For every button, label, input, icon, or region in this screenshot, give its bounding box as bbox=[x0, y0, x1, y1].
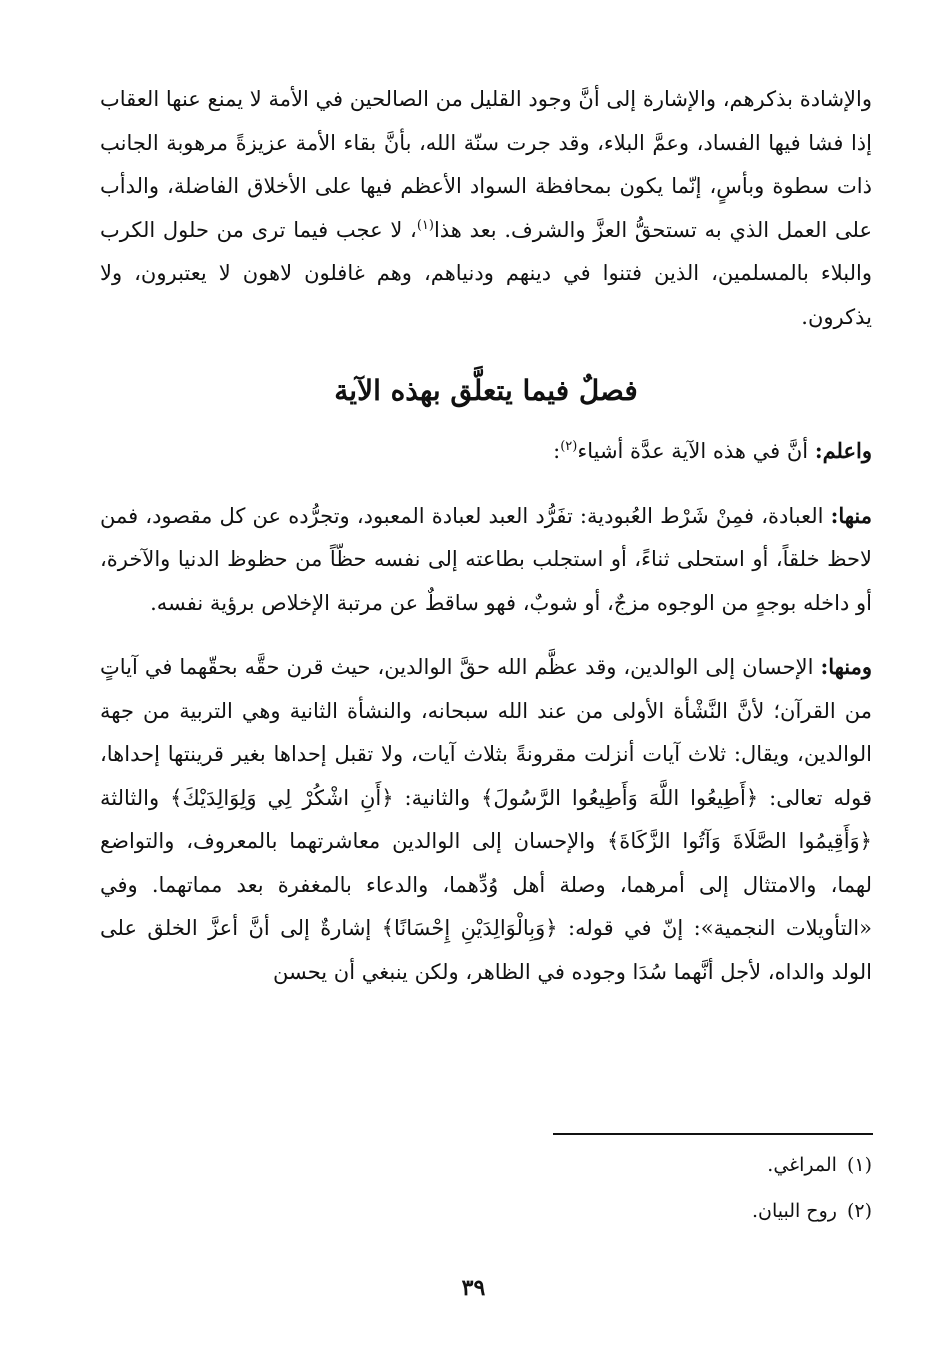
paragraph-continuation bbox=[100, 78, 872, 339]
point-1-lead: منها: bbox=[830, 502, 872, 528]
footnote-1-number: (١) bbox=[846, 1154, 872, 1176]
footnote-ref-1: (١) bbox=[416, 217, 434, 233]
paragraph-1-text: والإشادة بذكرهم، والإشارة إلى أنَّ وجود القليل من الصالحين في الأمة لا يمنع عنها العقاب إذا فشا فيها الفساد، وعمَّ البلاء، وقد جرت سنّة الله، بأنَّ بقاء الأمة عزيزةً مرهوبة الجانب ذات سطوة وبأسٍ، إنّما يكون بمحافظة السواد الأعظم فيها على الأخلاق الفاضلة، والدأب على العمل الذي به تستحقُّ العزَّ والشرف. بعد هذا bbox=[100, 87, 872, 242]
point-1-text: العبادة، فمِنْ شَرْط العُبودية: تفَرُّد العبد لعبادة المعبود، وتجرُّده عن كل مقصود، فمن لاحظ خلقاً، أو استحلى ثناءً، أو استجلب بطاعته إلى نفسه حظّاً من حظوظ الدنيا والآخرة، أو داخله بوجهٍ من الوجوه مزجٌ، أو شوبٌ، فهو ساقطٌ عن مرتبة الإخلاص برؤية نفسه. bbox=[100, 503, 872, 615]
paragraph-1-tail: ، لا عجب فيما ترى من حلول الكرب والبلاء بالمسلمين، الذين فتنوا في دينهم ودنياهم، وهم غافلون لاهون لا يعتبرون، ولا يذكرون. bbox=[100, 217, 872, 329]
point-parents-paragraph bbox=[100, 645, 872, 994]
intro-lead: واعلم: bbox=[814, 438, 872, 463]
section-heading: فصلٌ فيما يتعلَّق بهذه الآية bbox=[334, 374, 638, 407]
page-body bbox=[100, 78, 872, 994]
footnote-2 bbox=[100, 1194, 872, 1228]
point-2-lead: ومنها: bbox=[820, 654, 872, 679]
footnote-2-text: روح البيان. bbox=[751, 1200, 837, 1222]
footnotes bbox=[100, 1148, 872, 1240]
page-number: ٣٩ bbox=[461, 1275, 486, 1301]
footnote-divider bbox=[553, 1133, 873, 1135]
point-2-text: الإحسان إلى الوالدين، وقد عظَّم الله حقَّ الوالدين، حيث قرن حقَّه بحقّهما في آياتٍ من القرآن؛ لأنَّ النَّشْأة الأولى من عند الله سبحانه، والنشأة الثانية وهي التربية من جهة الوالدين، ويقال: ثلاث آيات أنزلت مقرونةً بثلاث آيات، ولا تقبل إحداها بغير قرينتها إحداها، قوله تعالى: ﴿أَطِيعُوا اللَّهَ وَأَطِيعُوا الرَّسُولَ﴾ والثانية: ﴿أَنِ اشْكُرْ لِي وَلِوَالِدَيْكَ﴾ والثالثة ﴿وَأَقِيمُوا الصَّلَاةَ وَآتُوا الزَّكَاةَ﴾ والإحسان إلى الوالدين معاشرتهما بالمعروف، والتواضع لهما، والامتثال إلى أمرهما، وصلة أهل وُدِّهما، والدعاء بالمغفرة بعد مماتهما. وفي «التأويلات النجمية»: إنّ في قوله: ﴿وَبِالْوَالِدَيْنِ إِحْسَانًا﴾ إشارةٌ إلى أنَّ أعزَّ الخلق على الولد والداه، لأجل أنَّهما سُدَا وجوده في الظاهر، ولكن ينبغي أن يحسن bbox=[100, 655, 872, 984]
point-worship-paragraph bbox=[100, 494, 872, 626]
footnote-1-text: المراغي. bbox=[767, 1154, 837, 1176]
footnote-2-number: (٢) bbox=[846, 1200, 872, 1222]
footnote-ref-2: (٢) bbox=[560, 439, 578, 454]
intro-text: أنَّ في هذه الآية عدَّة أشياء bbox=[577, 439, 815, 463]
intro-end: : bbox=[553, 439, 561, 463]
footnote-1 bbox=[100, 1148, 872, 1182]
intro-paragraph bbox=[100, 429, 872, 474]
